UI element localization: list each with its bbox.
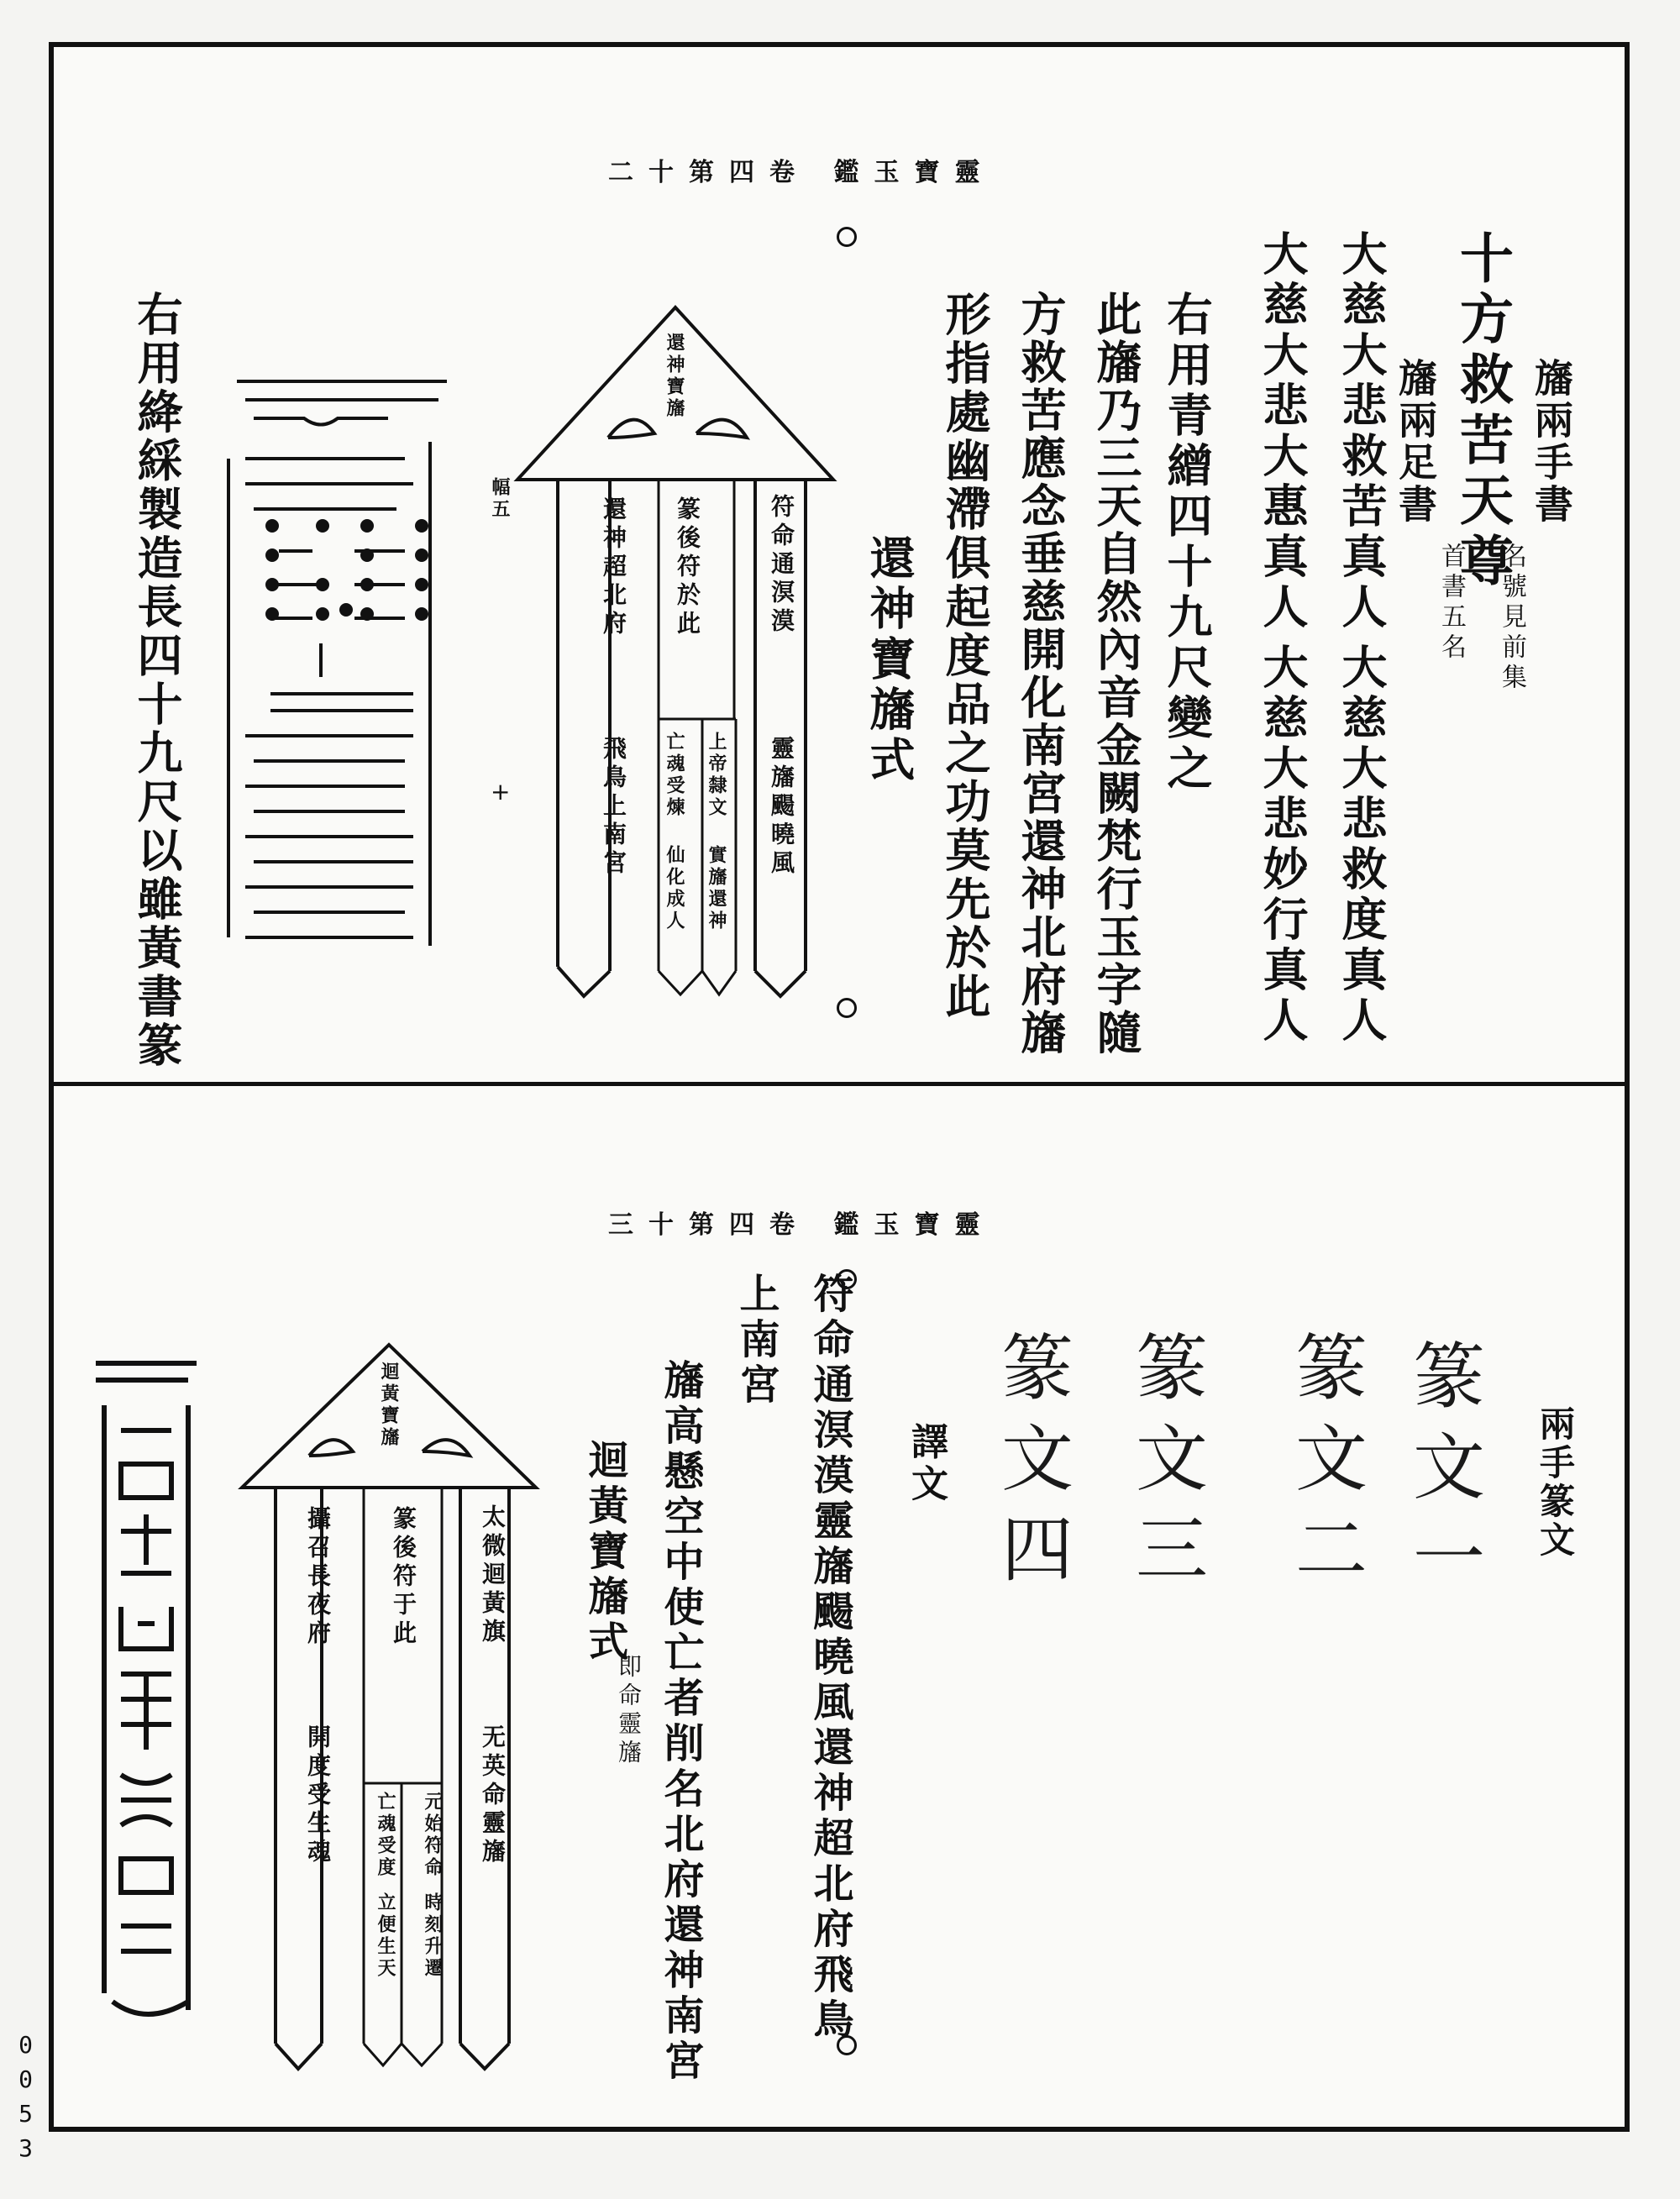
banner-text: 飛鳥上南宮 xyxy=(600,736,627,879)
figure-caption: 迴黃寶旛式 xyxy=(581,1439,628,1666)
banner-text: 亡魂受度 xyxy=(375,1792,396,1879)
translation-text: 上南宮 xyxy=(732,1273,780,1409)
banner-text: 開度受生魂 xyxy=(304,1724,332,1867)
banner-text: 上帝隸文 xyxy=(706,732,727,819)
banner-text: 元始符命 xyxy=(422,1792,444,1879)
seal-script-column: 篆文四 xyxy=(989,1330,1073,1602)
body-text: 方救苦應念垂慈開化南宮還神北府旛 xyxy=(1014,291,1068,1057)
figure-caption: 右用絳綵製造長四十九尺以雖黃書篆 xyxy=(130,291,184,1070)
deity-name: 十方救苦天尊 xyxy=(1451,230,1514,593)
running-header: 三十第四卷 鑑玉寶靈 xyxy=(608,1210,995,1240)
seal-script-column: 篆文三 xyxy=(1123,1330,1207,1602)
banner-text: 攝召長夜府 xyxy=(304,1506,332,1649)
deity-name: 大慈大悲救苦真人 xyxy=(1335,230,1389,633)
banner-text: 立便生天 xyxy=(375,1892,396,1980)
talisman-illustration xyxy=(87,1355,213,2027)
banner-roof-label: 還神寶旛 xyxy=(664,333,685,420)
banner-text: 實旛還神 xyxy=(706,845,727,932)
binding-hole xyxy=(837,227,857,247)
section-title: 旛兩手書 xyxy=(1529,358,1574,526)
banner-text: 符命通溟漠 xyxy=(768,494,795,637)
translation-text: 符命通溟漠靈旛颺曉風還神超北府飛鳥 xyxy=(806,1273,853,2044)
figure-label: 幅五 xyxy=(489,477,511,521)
banner-text: 仙化成人 xyxy=(664,845,685,932)
running-header: 二十第四卷 鑑玉寶靈 xyxy=(608,158,995,187)
banner-roof-label: 迴黃寶旛 xyxy=(378,1362,400,1449)
translation-text: 旛高懸空中使亡者削名北府還神南宮 xyxy=(657,1359,704,2085)
deity-name: 大慈大悲大惠真人 xyxy=(1256,230,1310,633)
body-text: 形指處幽滯俱起度品之功莫先於此 xyxy=(938,291,992,1021)
talisman-illustration xyxy=(220,375,472,979)
body-text: 此旛乃三天自然內音金闕梵行玉字隨 xyxy=(1089,291,1143,1057)
registration-mark: + xyxy=(491,778,511,806)
annotation: 名號見前集 xyxy=(1497,543,1526,694)
banner-text: 太微迴黃旗 xyxy=(479,1504,507,1647)
section-title: 譯文 xyxy=(905,1422,948,1506)
banner-text: 亡魂受煉 xyxy=(664,732,685,819)
section-title: 旛兩足書 xyxy=(1393,358,1438,526)
seal-script-column: 篆文一 xyxy=(1400,1338,1484,1610)
top-panel xyxy=(54,47,1625,1082)
annotation: 即命靈旛 xyxy=(615,1654,643,1768)
deity-name: 大慈大悲妙行真人 xyxy=(1256,643,1310,1047)
banner-text: 篆後符於此 xyxy=(674,496,701,639)
banner-text: 篆後符于此 xyxy=(390,1506,417,1649)
banner-text: 還神超北府 xyxy=(600,496,627,639)
banner-text: 靈旛颺曉風 xyxy=(768,736,795,879)
body-text: 右用青繒四十九尺變之 xyxy=(1160,291,1214,795)
annotation: 首書五名 xyxy=(1436,543,1466,664)
section-title: 兩手篆文 xyxy=(1535,1405,1576,1560)
bottom-panel xyxy=(54,1086,1625,2127)
banner-text: 時刻升遷 xyxy=(422,1892,444,1980)
banner-text: 无英命靈旛 xyxy=(479,1724,507,1867)
seal-script-column: 篆文二 xyxy=(1283,1330,1367,1602)
page-number: 0053 xyxy=(12,2031,39,2169)
figure-caption: 還神寶旛式 xyxy=(863,534,916,786)
deity-name: 大慈大悲救度真人 xyxy=(1335,643,1389,1047)
